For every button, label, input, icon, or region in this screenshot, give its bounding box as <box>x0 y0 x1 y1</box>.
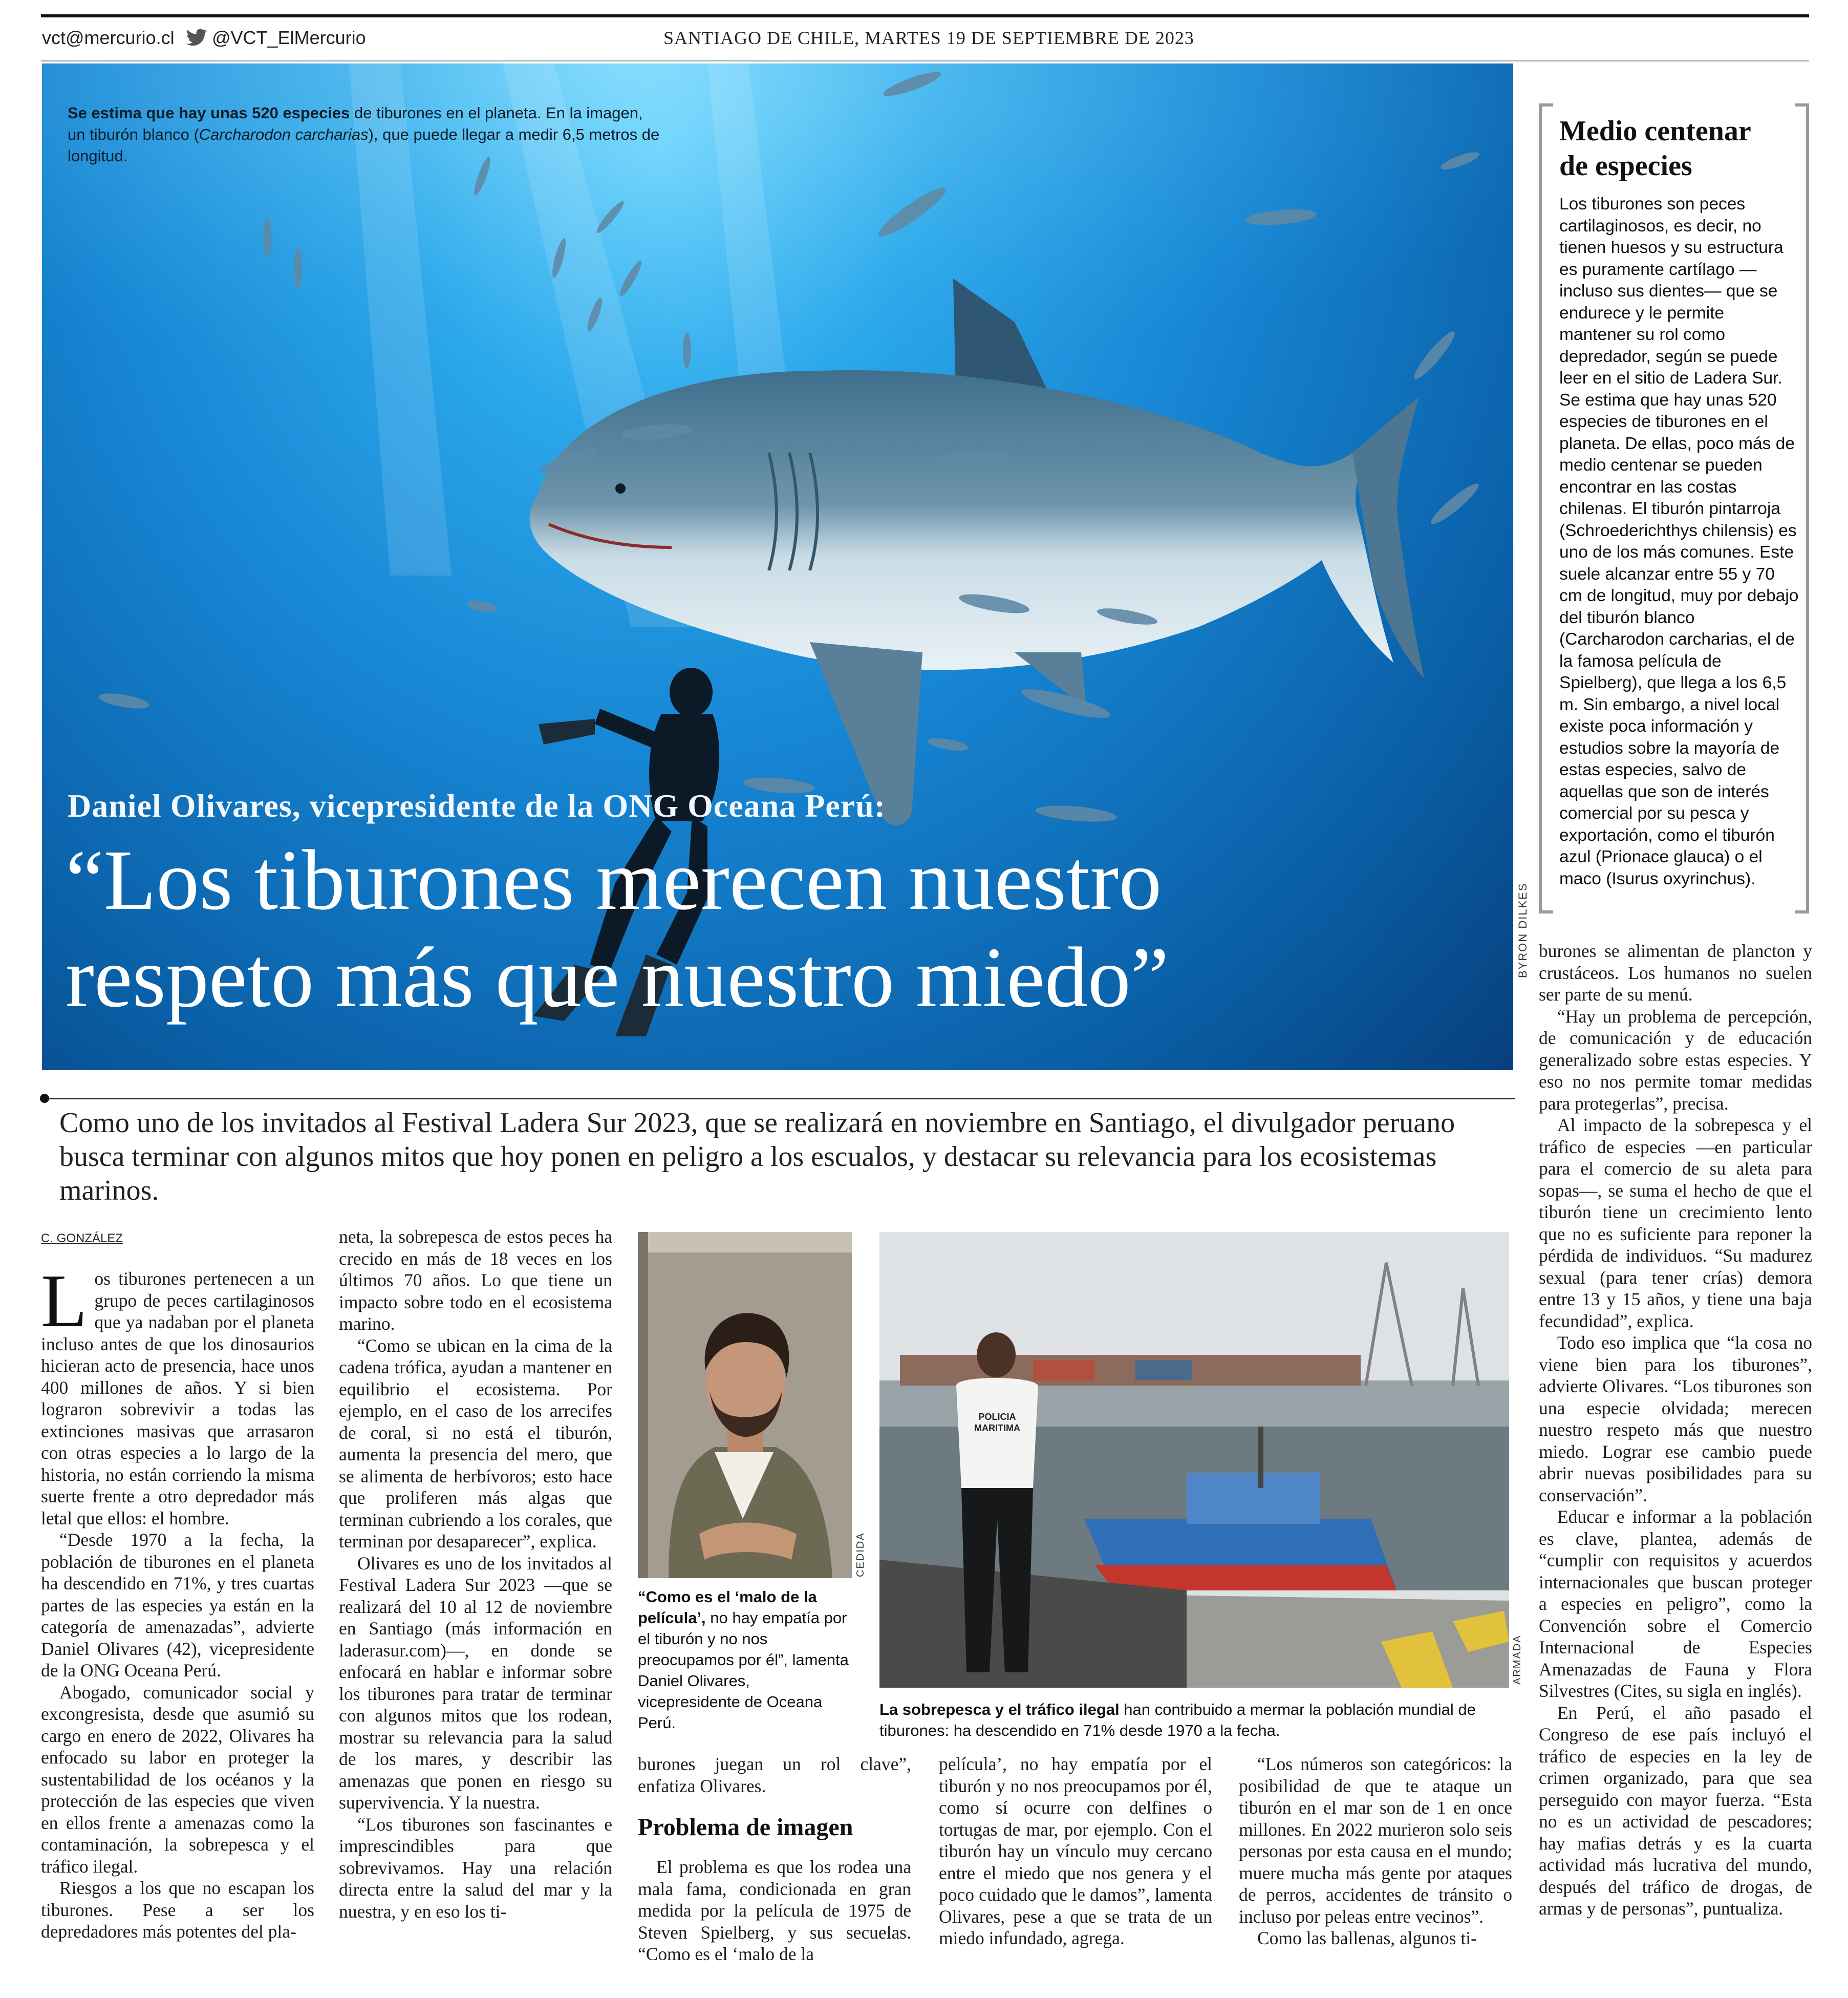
deck-bullet <box>40 1094 49 1103</box>
paragraph-text: os tiburones pertenecen a un grupo de peces cartilaginosos que ya nadaban por el planeta incluso antes de que los dinosaurios hicieran acto de presencia, hace unos 400 millones de años. Y si bien lograron sobrevivir a todas las extinciones masivas que arrasaron con otras especies a lo largo de la historia, no están corriendo la misma suerte frente a otro depredador más letal que ellos: el hombre. <box>41 1268 314 1528</box>
hero-caption-text-1: de tiburones en el planeta. En la imagen, un tiburón blanco ( <box>68 104 643 143</box>
harbor-caption-bold: La sobrepesca y el tráfico ilegal <box>879 1701 1120 1718</box>
deck-rule <box>43 1098 1515 1099</box>
column-3 <box>638 1753 911 1965</box>
portrait-caption <box>638 1586 853 1733</box>
harbor-caption <box>879 1699 1514 1741</box>
paragraph: burones se alimentan de plancton y crustáceos. Los humanos no suelen ser parte de su menú. <box>1539 941 1812 1005</box>
paragraph: En Perú, el año pasado el Congreso de ese país incluyó el tráfico de especies en la ley de crimen organizado, para que sea perseguido con mayor fuerza. “Esta no es un actividad de pescadores; hay mafias detrás y es la cuarta actividad más lucrativa del mundo, después del tráfico de drogas, de armas y de personas”, puntualiza. <box>1539 1702 1812 1919</box>
paragraph: Abogado, comunicador social y excongresista, desde que asumió su cargo en enero de 2022, Olivares ha enfocado su labor en proteger la sustentabilidad de los océanos y la protección de las especies que viven en ellos frente a amenazas como la contaminación, la sobrepesca y el tráfico ilegal. <box>41 1682 314 1877</box>
header-dateline: SANTIAGO DE CHILE, MARTES 19 DE SEPTIEMBRE DE 2023 <box>663 28 1194 48</box>
harbor-illustration <box>879 1232 1509 1688</box>
column-4 <box>939 1753 1212 1949</box>
subhead: Problema de imagen <box>638 1814 853 1841</box>
header-twitter[interactable]: @VCT_ElMercurio <box>212 27 366 48</box>
hero-photo <box>42 63 1513 1070</box>
paragraph: Al impacto de la sobrepesca y el tráfico de especies —en particular para el comercio de su aleta para sopas—, se suma el hecho de que el tiburón tiene un crecimiento lento que no es suficiente para reponer la pérdida de individuos. “Su madurez sexual (para tener crías) demora entre 13 y 15 años, y tiene una baja fecundidad”, explica. <box>1539 1115 1812 1331</box>
kicker: Daniel Olivares, vicepresidente de la ONG Oceana Perú: <box>68 788 886 824</box>
harbor-caption-text: han contribuido a mermar la población mundial de tiburones: ha descendido en 71% desde 1970 a la fecha. <box>879 1701 1476 1739</box>
paragraph: Riesgos a los que no escapan los tiburones. Pese a ser los depredadores más potentes del pla- <box>41 1878 314 1942</box>
vest-text: POLICIA MARITIMA <box>974 1412 1020 1433</box>
portrait-photo <box>638 1232 852 1578</box>
twitter-bird-icon <box>185 27 208 49</box>
hero-photo-credit: BYRON DILKES <box>1516 882 1529 978</box>
header-rule <box>41 60 1809 61</box>
paragraph: “Hay un problema de percepción, de comunicación y de educación generalizado sobre estas especies. Y eso no nos permite tomar medidas para protegerlas”, precisa. <box>1539 1006 1812 1114</box>
headline-line-1: “Los tiburones merecen nuestro <box>66 833 1162 928</box>
paragraph: Olivares es uno de los invitados al Festival Ladera Sur 2023 —que se realizará del 10 al 12 de noviembre en Santiago (más información en laderasur.com)—, en donde se enfocará en hablar e informar sobre los tiburones para tratar de terminar con algunos mitos que los rodean, mostrar su relevancia para la salud de los mares, y describir las amenazas que ponen en riesgo su supervivencia. Y la nuestra. <box>339 1553 612 1813</box>
hero-caption-bold: Se estima que hay unas 520 especies <box>68 104 350 122</box>
hero-caption-italic: Carcharodon carcharias <box>199 125 369 143</box>
headline <box>66 832 1499 1026</box>
column-5 <box>1239 1753 1512 1949</box>
portrait-caption-text: no hay empatía por el tiburón y no nos preocupamos por él”, lamenta Daniel Olivares, vicepresidente de Oceana Perú. <box>638 1609 849 1732</box>
paragraph: “Los números son categóricos: la posibilidad de que te ataque un tiburón en el mar son de 1 en once millones. En 2022 murieron solo seis personas por esta causa en el mundo; muere mucha más gente por ataques de perros, accidentes de tránsito o incluso por peleas entre vecinos”. <box>1239 1754 1512 1927</box>
byline: C. GONZÁLEZ <box>41 1231 123 1245</box>
column-2 <box>339 1226 612 1922</box>
paragraph: “Como se ubican en la cima de la cadena trófica, ayudan a mantener en equilibrio el ecosistema. Por ejemplo, en el caso de los arrecifes de coral, si no está el tiburón, aumenta la presencia del mero, que se alimenta de herbívoros; esto hace que proliferen más algas que terminan cubriendo a los corales, que terminan por desaparecer”, explica. <box>339 1335 612 1551</box>
portrait-caption-bold: “Como es el ‘malo de la película’, <box>638 1588 817 1627</box>
sidebar-text: Los tiburones son peces cartilaginosos, es decir, no tienen huesos y su estructura es puramente cartílago —incluso sus dientes— que se endurece y le permite mantener su rol como depredador, según se puede leer en el sitio de Ladera Sur. Se estima que hay unas 520 especies de tiburones en el planeta. De ellas, poco más de medio centenar se pueden encontrar en las costas chilenas. El tiburón pintarroja (Schroederichthys chilensis) es uno de los más comunes. Este suele alcanzar entre 55 y 70 cm de longitud, muy por debajo del tiburón blanco (Carcharodon carcharias, el de la famosa película de Spielberg), que llega a los 6,5 m. Sin embargo, a nivel local existe poca información y estudios sobre la mayoría de estas especies, salvo de aquellas que son de interés comercial por su pesca y exportación, como el tiburón azul (Prionace glauca) o el maco (Isurus oxyrinchus). <box>1559 195 1799 888</box>
header-email[interactable]: vct@mercurio.cl <box>42 27 175 48</box>
paragraph: neta, la sobrepesca de estos peces ha crecido en más de 18 veces en los últimos 70 años. Lo que tiene un impacto sobre todo en el ecosistema marino. <box>339 1226 612 1334</box>
paragraph: Educar e informar a la población es clave, plantea, además de “cumplir con requisitos y acuerdos internacionales que buscan proteger a especies en peligro”, como la Convención sobre el Comercio Internacional de Especies Amenazadas de Fauna y Flora Silvestres (Cites, su sigla en inglés). <box>1539 1506 1812 1701</box>
paragraph <box>41 1259 314 1529</box>
portrait-illustration <box>638 1232 852 1578</box>
paragraph: burones juegan un rol clave”, enfatiza Olivares. <box>638 1754 911 1796</box>
harbor-photo <box>879 1232 1509 1688</box>
sidebar-bracket-left <box>1539 103 1553 913</box>
harbor-credit: ARMADA <box>1512 1634 1523 1685</box>
top-rule <box>41 14 1809 17</box>
paragraph: Todo eso implica que “la cosa no viene bien para los tiburones”, advierte Olivares. “Los tiburones son una especie olvidada; merecen nuestro respeto más que nuestro miedo. Lograr ese cambio puede abrir nuevas posibilidades para su conservación”. <box>1539 1332 1812 1505</box>
paragraph: El problema es que los rodea una mala fama, condicionada en gran medida por la película de 1975 de Steven Spielberg, y sus secuelas. “Como es el ‘malo de la <box>638 1857 911 1964</box>
headline-line-2: respeto más que nuestro miedo” <box>66 930 1169 1025</box>
paragraph: “Los tiburones son fascinantes e imprescindibles para que sobrevivamos. Hay una relación directa entre la salud del mar y la nuestra, y en eso los ti- <box>339 1814 612 1922</box>
column-1 <box>41 1259 314 1943</box>
paragraph: Como las ballenas, algunos ti- <box>1257 1928 1477 1948</box>
hero-caption <box>68 102 661 167</box>
hero-caption-text-2: ), que puede llegar a medir 6,5 metros de longitud. <box>68 125 660 165</box>
deck: Como uno de los invitados al Festival Ladera Sur 2023, que se realizará en noviembre en Santiago, el divulgador peruano busca terminar con algunos mitos que hoy ponen en peligro a los escualos, y destacar su relevancia para los ecosistemas marinos. <box>59 1107 1455 1206</box>
portrait-credit: CEDIDA <box>855 1532 866 1577</box>
drop-cap: L <box>41 1259 88 1343</box>
paragraph: película’, no hay empatía por el tiburón y no nos preocupamos por él, como sí ocurre con delfines o tortugas de mar, por ejemplo. Con el tiburón hay un vínculo muy cercano entre el miedo que nos genera y el poco cuidado que le damos”, lamenta Olivares, pese a que se trata de un miedo infundado, agrega. <box>939 1754 1212 1948</box>
paragraph: “Desde 1970 a la fecha, la población de tiburones en el planeta ha descendido en 71%, y tres cuartas partes de las especies ya están en la categoría de amenazadas”, advierte Daniel Olivares (42), vicepresidente de la ONG Oceana Perú. <box>41 1529 314 1681</box>
sidebar-title: Medio centenar de especies <box>1559 115 1751 182</box>
column-6 <box>1539 940 1812 1920</box>
